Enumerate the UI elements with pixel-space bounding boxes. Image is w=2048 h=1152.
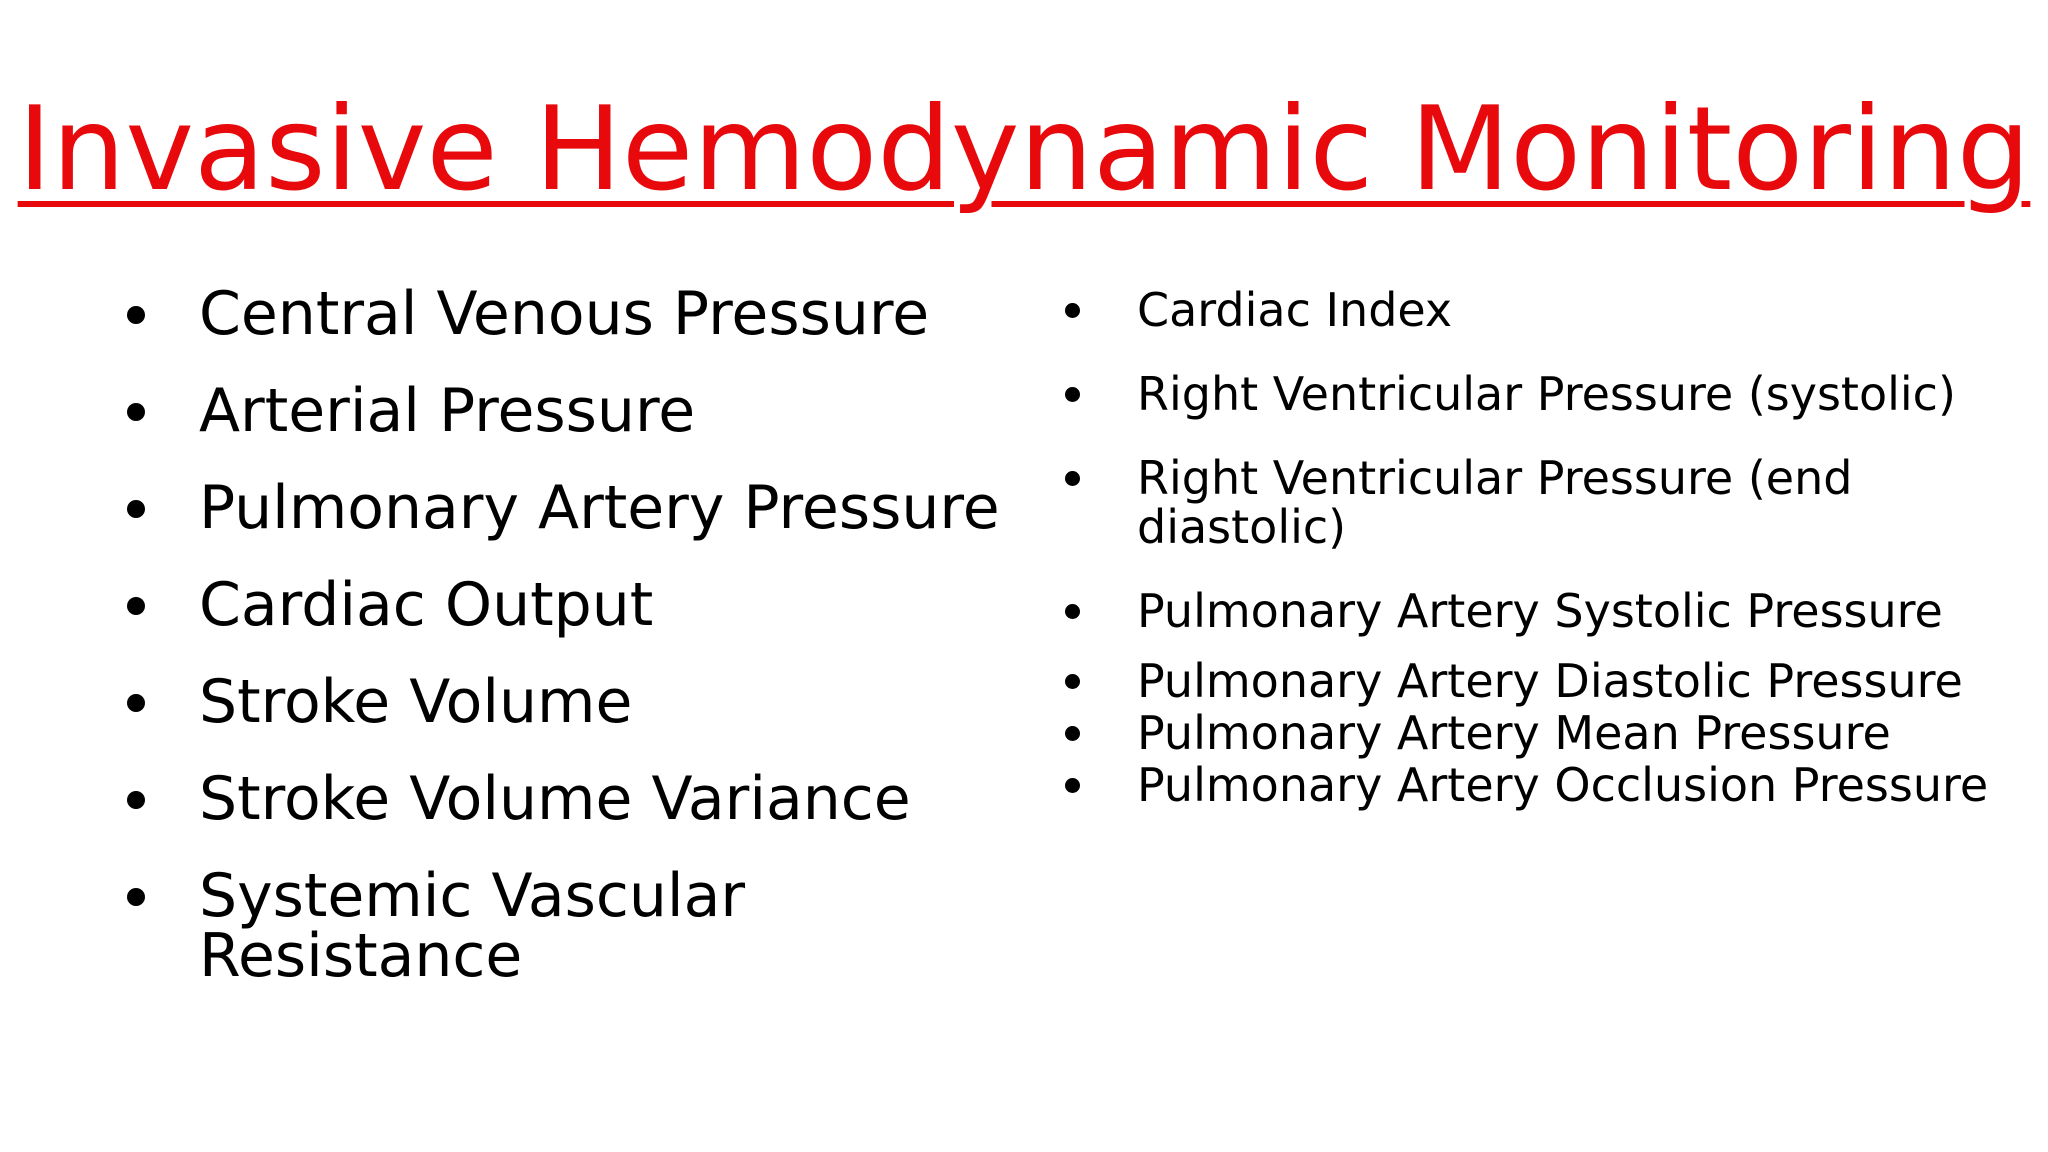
list-item xyxy=(1063,451,1857,554)
list-item xyxy=(125,667,985,737)
list-item-label: Cardiac Output xyxy=(199,570,654,640)
list-item xyxy=(125,861,759,991)
right-bullet-list xyxy=(1063,283,2013,812)
list-item-label: Pulmonary Artery Mean Pressure xyxy=(1137,706,1891,760)
list-item-label: Systemic Vascular Resistance xyxy=(199,861,746,991)
list-item-label: Central Venous Pressure xyxy=(199,279,930,349)
list-item-label: Pulmonary Artery Occlusion Pressure xyxy=(1137,758,1989,812)
list-item xyxy=(125,376,985,446)
slide-title: Invasive Hemodynamic Monitoring xyxy=(17,82,2031,217)
list-item xyxy=(125,473,1000,543)
list-item-label: Pulmonary Artery Systolic Pressure xyxy=(1137,584,1943,638)
list-item-label: Stroke Volume Variance xyxy=(199,764,911,834)
list-item xyxy=(125,764,985,834)
list-item xyxy=(1063,283,2013,337)
list-item xyxy=(1063,706,2013,760)
list-item-label: Cardiac Index xyxy=(1137,283,1453,337)
bullet-icon xyxy=(1065,387,1080,402)
bullet-icon xyxy=(127,888,145,906)
list-item-label: Arterial Pressure xyxy=(199,376,696,446)
list-item xyxy=(1063,584,2013,638)
bullet-icon xyxy=(127,403,145,421)
bullet-icon xyxy=(1065,726,1080,741)
list-item-label: Pulmonary Artery Pressure xyxy=(199,473,1000,543)
bullet-icon xyxy=(127,791,145,809)
list-item-label: Pulmonary Artery Diastolic Pressure xyxy=(1137,654,1963,708)
bullet-icon xyxy=(127,694,145,712)
bullet-icon xyxy=(1065,471,1080,486)
list-item-label: Stroke Volume xyxy=(199,667,633,737)
bullet-icon xyxy=(127,306,145,324)
left-bullet-list xyxy=(125,279,1000,1023)
list-item-label: Right Ventricular Pressure (end diastolic) xyxy=(1137,451,1853,554)
bullet-icon xyxy=(1065,778,1080,793)
bullet-icon xyxy=(127,500,145,518)
list-item xyxy=(125,570,985,640)
list-item-label: Right Ventricular Pressure (systolic) xyxy=(1137,367,1956,421)
bullet-icon xyxy=(1065,604,1080,619)
list-item xyxy=(1063,654,2013,708)
list-item xyxy=(125,279,985,349)
list-item xyxy=(1063,367,2013,421)
bullet-icon xyxy=(1065,674,1080,689)
bullet-icon xyxy=(127,597,145,615)
bullet-icon xyxy=(1065,303,1080,318)
list-item xyxy=(1063,758,2013,812)
